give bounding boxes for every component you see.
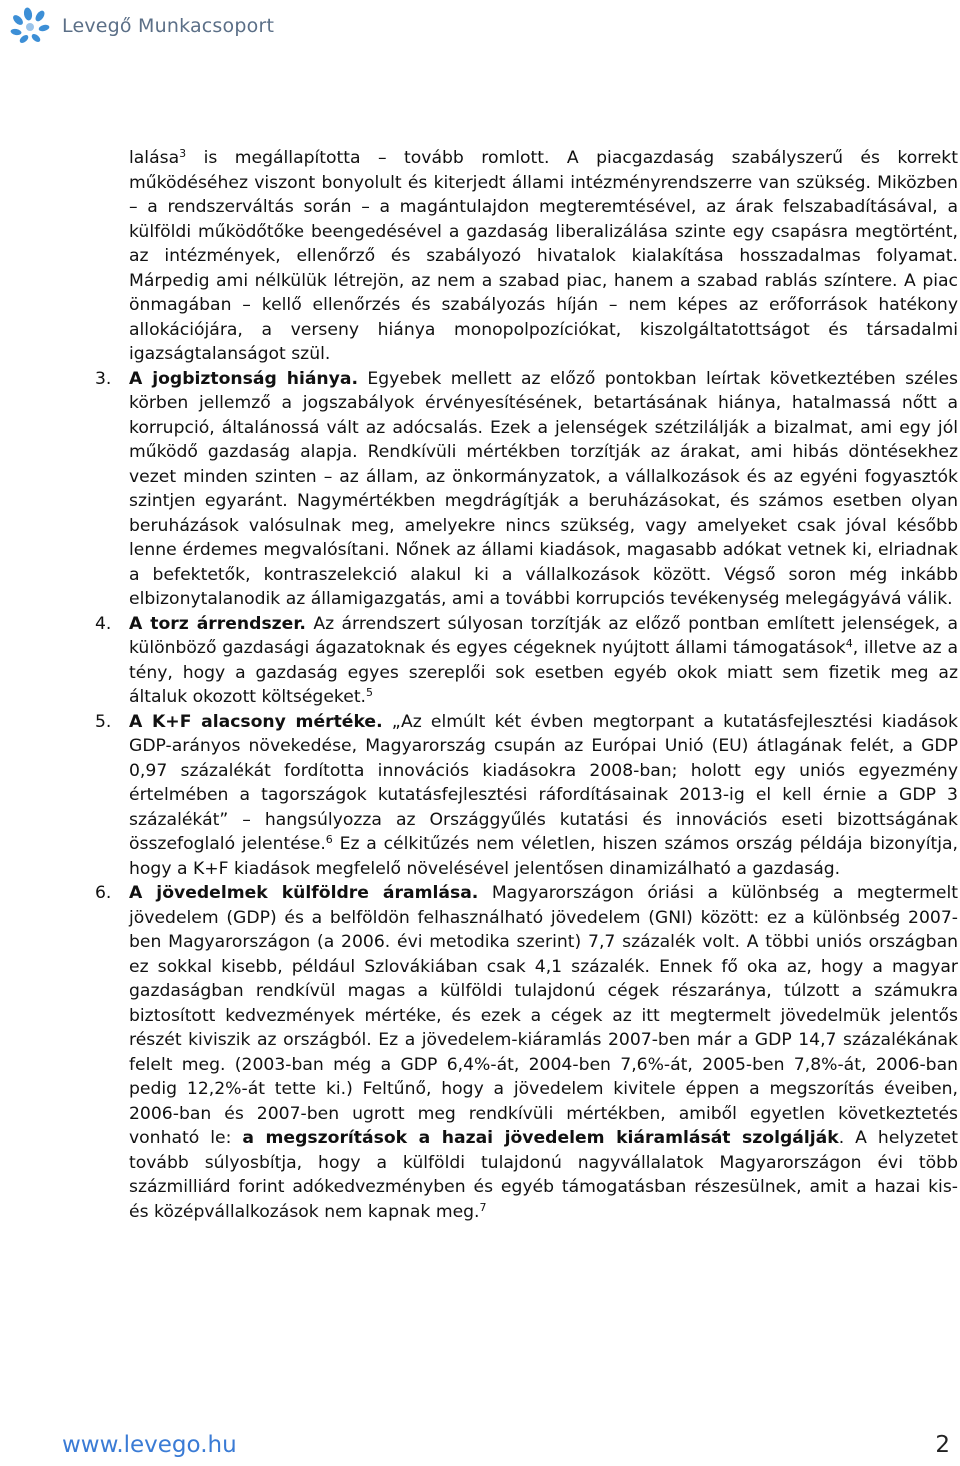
item-title: A K+F alacsony mértéke. [129,711,383,732]
list-number: 6. [95,883,112,903]
item-title: A jövedelmek külföldre áramlása. [129,883,479,903]
list-item [95,710,958,882]
paragraph-intro [129,146,958,367]
footnote-ref: 5 [366,685,374,699]
list-number: 5. [95,711,112,732]
list-item [95,367,959,612]
list-number: 3. [95,368,112,389]
footnote-ref: 7 [479,1200,487,1214]
item-text: Egyebek mellett az előző pontokban leírtak következtében széles körben jellemző a jogszabályok érvényesítésének, betartásának hiánya, hatalmassá nőtt a korrupció, általánossá vált az adócsalás. Ezek a jelenségek szétzilálják a bizalmat, ami egy jól működő gazdaság alapja. Rendkívüli mértékben torzítják az árakat, ami hibás döntésekhez vezet minden szinten – az állam, az önkormányzatok, a vállalkozások és az egyéni fogyasztók szintjen egyaránt. Nagymértékben megdrágítják a beruházásokat, és számos esetben olyan beruházások valósulnak meg, amelyekre nincs szükség, vagy amelyeket csak jóval később lenne érdemes megvalósítani. Nőnek az állami kiadások, magasabb adókat vetnek ki, elriadnak a befektetők, kontraszelekció alakul ki a vállalkozások között. Végső soron még inkább elbizonytalanodik az államigazgatás, ami a további korrupciós tevékenység melegágyává válik. [129,368,959,609]
item-emphasis: a megszorítások a hazai jövedelem kiáramlását szolgálják [242,1128,839,1148]
document-body [95,146,959,1224]
logo [6,6,274,46]
item-title: A torz árrendszer. [129,613,306,634]
footnote-ref: 6 [325,832,333,846]
list-item [95,612,958,710]
item-text: , illetve az a tény, hogy a gazdaság egyes szereplői sok esetben egyéb okok miatt sem fizetik meg az általuk okozott költségeket. [129,638,958,707]
page-number: 2 [935,1432,950,1458]
list-item [95,881,959,1224]
list-number: 4. [95,613,112,634]
item-text: Magyarországon óriási a különbség a megtermelt jövedelem (GDP) és a belföldön felhasználható jövedelem (GNI) között: ez a különbség 2007-ben Magyarországon (a 2006. évi metodika szerint) 7,7 százalék volt. A többi uniós országban ez sokkal kisebb, például Szlovákiában csak 4,1 százalék. Ennek fő oka az, hogy a magyar gazdaságban rendkívül magas a külföldi tulajdonú cégek részaránya, túlzott a számukra biztosított kedvezmények mértéke, és ezek a cégek az itt megtermelt jövedelmük jelentős részét kiviszik az országból. Ez a jövedelem-kiáramlás 2007-ben már a GDP 14,7 százalékának felelt meg. (2003-ban még a GDP 6,4%-át, 2004-ben 7,6%-át, 2005-ben 7,8%-át, 2006-ban pedig 12,2%-át tette ki.) Feltűnő, hogy a jövedelem kivitele éppen a megszorítás éveiben, 2006-ban és 2007-ben ugrott meg rendkívüli mértékben, amiből egyetlen következtetés vonható le: [129,883,959,1148]
paragraph-text: lalása [129,148,180,168]
footnote-ref: 4 [845,636,853,650]
paragraph-text: is megállapította – tovább romlott. A piacgazdaság szabályszerű és korrekt működéséhez viszont bonyolult és kiterjedt állami intézményrendszerre van szükség. Miközben – a rendszerváltás során – a magántulajdon megteremtésével, az árak felszabadításával, a külföldi működőtőke beengedésével a gazdaság liberalizálása szinte egy csapásra megtörtént, az intézmények, ellenőrző és szabályozó hivatalok kialakítása hosszadalmas folyamat. Márpedig ami nélkülük létrejön, az nem a szabad piac, hanem a szabad rablás színtere. A piac önmagában – kellő ellenőrzés és szabályozás híján – nem képes az erőforrások hatékony allokációjára, a verseny hiánya monopolpozíciókat, kiszolgáltatottságot és társadalmi igazságtalanságot szül. [129,148,958,364]
item-title: A jogbiztonság hiánya. [129,368,358,389]
logo-text: Levegő Munkacsoport [62,15,275,37]
item-text: . A helyzetet tovább súlyosbítja, hogy a külföldi tulajdonú nagyvállalatok Magyarországon évi több százmilliárd forint adókedvezményben és egyéb támogatásban részesülnek, amit a hazai kis- és középvállalkozások nem kapnak meg. [129,1128,958,1222]
footnote-ref: 3 [179,146,187,160]
footer-website-link[interactable]: www.levego.hu [62,1432,237,1458]
item-text: „Az elmúlt két évben megtorpant a kutatásfejlesztési kiadások GDP-arányos növekedése, Magyarország csupán az Európai Unió (EU) átlagának felét, a GDP 0,97 százalékát fordította innovációs kiadásokra 2008-ban; holott egy uniós egyezmény értelmében a tagországok kutatásfejlesztési ráfordításainak 2013-ig el kell érnie a GDP 3 százalékát” – hangsúlyozza az Országgyűlés kutatási és innovációs eseti bizottságának összefoglaló jelentése. [129,711,958,854]
leaf-cluster-icon [6,6,56,46]
item-text: Ez a célkitűzés nem véletlen, hiszen számos ország példája bizonyítja, hogy a K+F kiadások megfelelő növelésével jelentősen dinamizálható a gazdaság. [129,834,958,879]
item-text: Az árrendszert súlyosan torzítják az előző pontban említett jelenségek, a különböző gazdasági ágazatoknak és egyes cégeknek nyújtott állami támogatások [129,613,958,658]
